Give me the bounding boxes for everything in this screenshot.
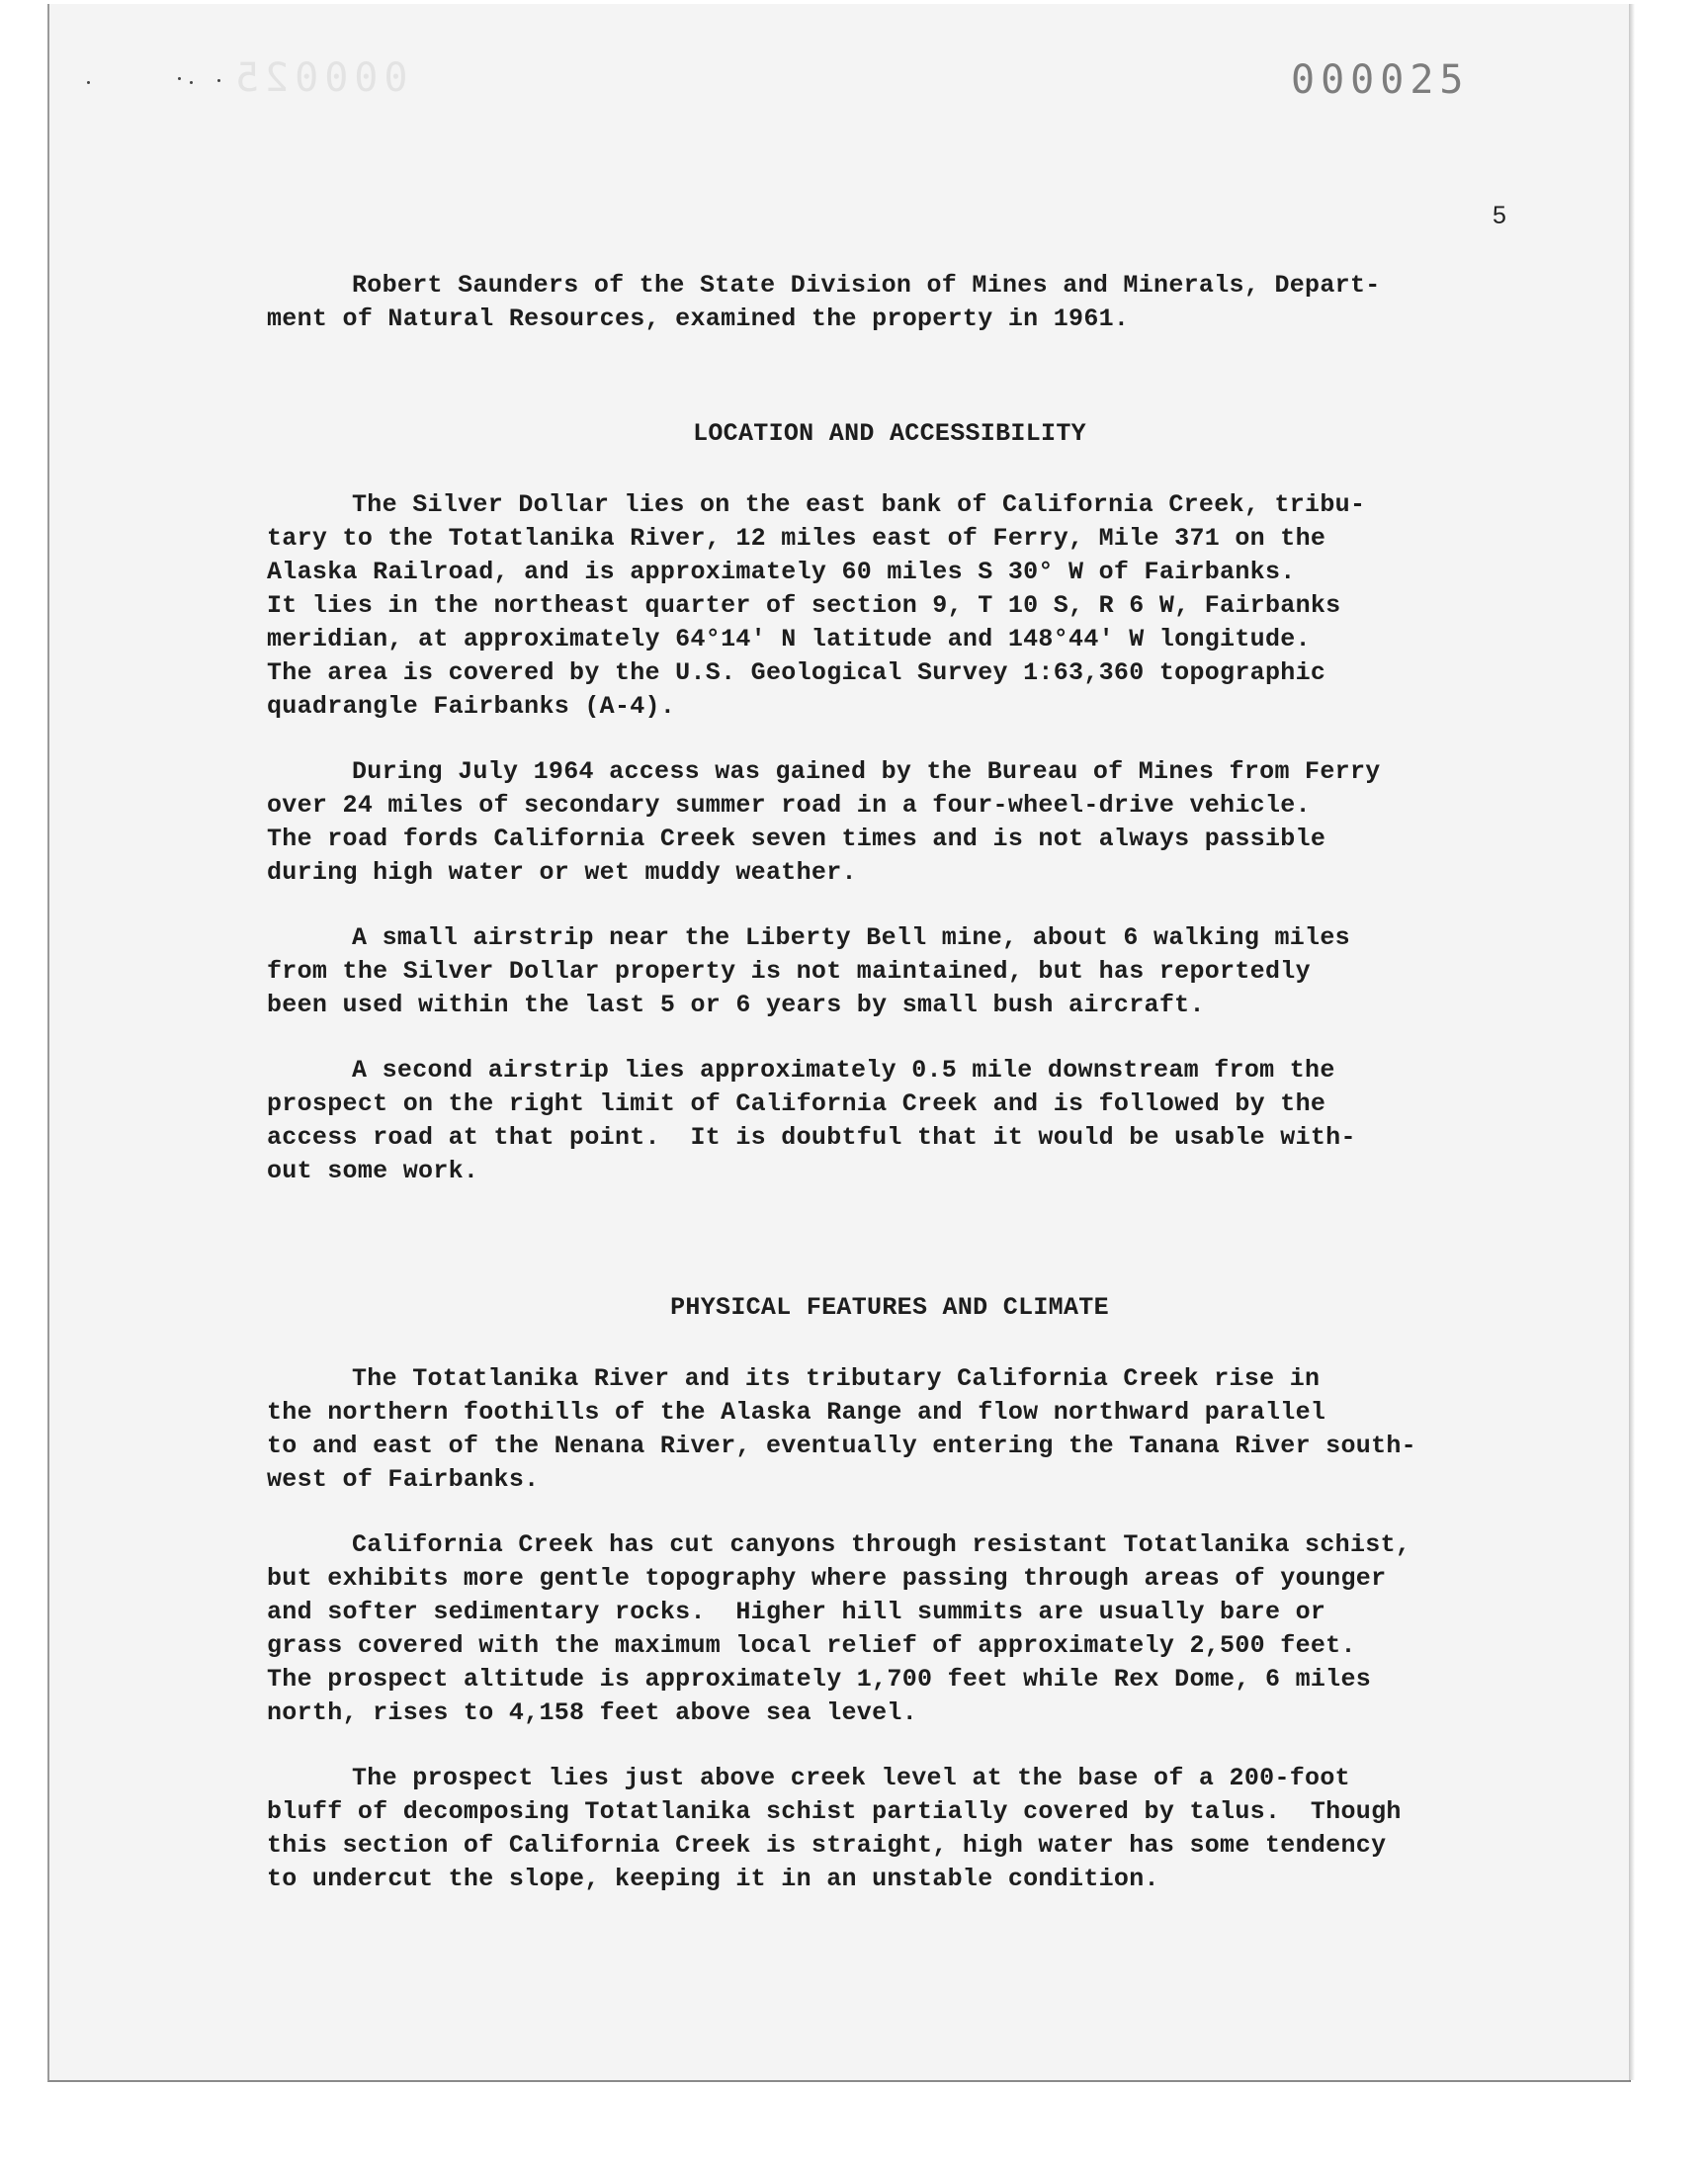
- text-line: but exhibits more gentle topography where passing through areas of younger: [267, 1564, 1387, 1593]
- paragraph-prospect-site: [267, 1762, 1512, 1896]
- text-line: access road at that point. It is doubtful that it would be usable with-: [267, 1123, 1356, 1152]
- text-line: meridian, at approximately 64°14' N latitude and 148°44' W longitude.: [267, 625, 1311, 653]
- text-line: The Silver Dollar lies on the east bank of California Creek, tribu-: [352, 490, 1366, 519]
- text-line: The Totatlanika River and its tributary California Creek rise in: [352, 1364, 1321, 1393]
- page-edge-shadow: [1629, 4, 1635, 2080]
- section-heading-physical: PHYSICAL FEATURES AND CLIMATE: [670, 1293, 1109, 1322]
- paragraph-airstrip-2: [267, 1054, 1512, 1188]
- bleed-through-serial: 000025: [229, 55, 408, 101]
- scan-specks: [87, 75, 245, 89]
- paragraph-topography: [267, 1528, 1512, 1730]
- text-line: prospect on the right limit of California Creek and is followed by the: [267, 1089, 1326, 1118]
- text-line: During July 1964 access was gained by the Bureau of Mines from Ferry: [352, 757, 1381, 786]
- text-line: during high water or wet muddy weather.: [267, 858, 857, 887]
- text-line: ment of Natural Resources, examined the property in 1961.: [267, 304, 1130, 333]
- text-line: to and east of the Nenana River, eventually entering the Tanana River south-: [267, 1432, 1416, 1460]
- document-body: [267, 269, 1512, 1928]
- text-line: tary to the Totatlanika River, 12 miles east of Ferry, Mile 371 on the: [267, 524, 1326, 553]
- text-line: bluff of decomposing Totatlanika schist partially covered by talus. Though: [267, 1797, 1402, 1826]
- text-line: The prospect altitude is approximately 1,700 feet while Rex Dome, 6 miles: [267, 1665, 1372, 1694]
- paragraph-rivers: [267, 1362, 1512, 1497]
- paragraph-access: [267, 755, 1512, 890]
- text-line: The area is covered by the U.S. Geological Survey 1:63,360 topographic: [267, 658, 1326, 687]
- text-line: The road fords California Creek seven times and is not always passible: [267, 825, 1326, 853]
- text-line: from the Silver Dollar property is not maintained, but has reportedly: [267, 957, 1311, 986]
- text-line: west of Fairbanks.: [267, 1465, 540, 1494]
- page-number: 5: [1493, 202, 1506, 229]
- text-line: out some work.: [267, 1157, 479, 1185]
- text-line: quadrangle Fairbanks (A-4).: [267, 692, 676, 721]
- text-line: been used within the last 5 or 6 years by small bush aircraft.: [267, 991, 1205, 1019]
- text-line: grass covered with the maximum local relief of approximately 2,500 feet.: [267, 1631, 1356, 1660]
- section-heading-location: LOCATION AND ACCESSIBILITY: [693, 419, 1086, 448]
- text-line: The prospect lies just above creek level at the base of a 200-foot: [352, 1764, 1350, 1792]
- text-line: over 24 miles of secondary summer road in a four-wheel-drive vehicle.: [267, 791, 1311, 820]
- text-line: north, rises to 4,158 feet above sea level.: [267, 1698, 918, 1727]
- text-line: A second airstrip lies approximately 0.5 mile downstream from the: [352, 1056, 1335, 1085]
- text-line: A small airstrip near the Liberty Bell mine, about 6 walking miles: [352, 923, 1350, 952]
- text-line: this section of California Creek is straight, high water has some tendency: [267, 1831, 1387, 1860]
- text-line: Robert Saunders of the State Division of Mines and Minerals, Depart-: [352, 271, 1381, 300]
- document-serial-number: 000025: [1291, 57, 1470, 103]
- paragraph-location: [267, 488, 1512, 724]
- text-line: Alaska Railroad, and is approximately 60 miles S 30° W of Fairbanks.: [267, 558, 1296, 586]
- text-line: to undercut the slope, keeping it in an unstable condition.: [267, 1865, 1159, 1893]
- intro-paragraph: [267, 269, 1512, 336]
- text-line: California Creek has cut canyons through resistant Totatlanika schist,: [352, 1530, 1411, 1559]
- text-line: It lies in the northeast quarter of section 9, T 10 S, R 6 W, Fairbanks: [267, 591, 1341, 620]
- text-line: and softer sedimentary rocks. Higher hill summits are usually bare or: [267, 1598, 1326, 1626]
- text-line: the northern foothills of the Alaska Range and flow northward parallel: [267, 1398, 1326, 1427]
- paragraph-airstrip-1: [267, 921, 1512, 1022]
